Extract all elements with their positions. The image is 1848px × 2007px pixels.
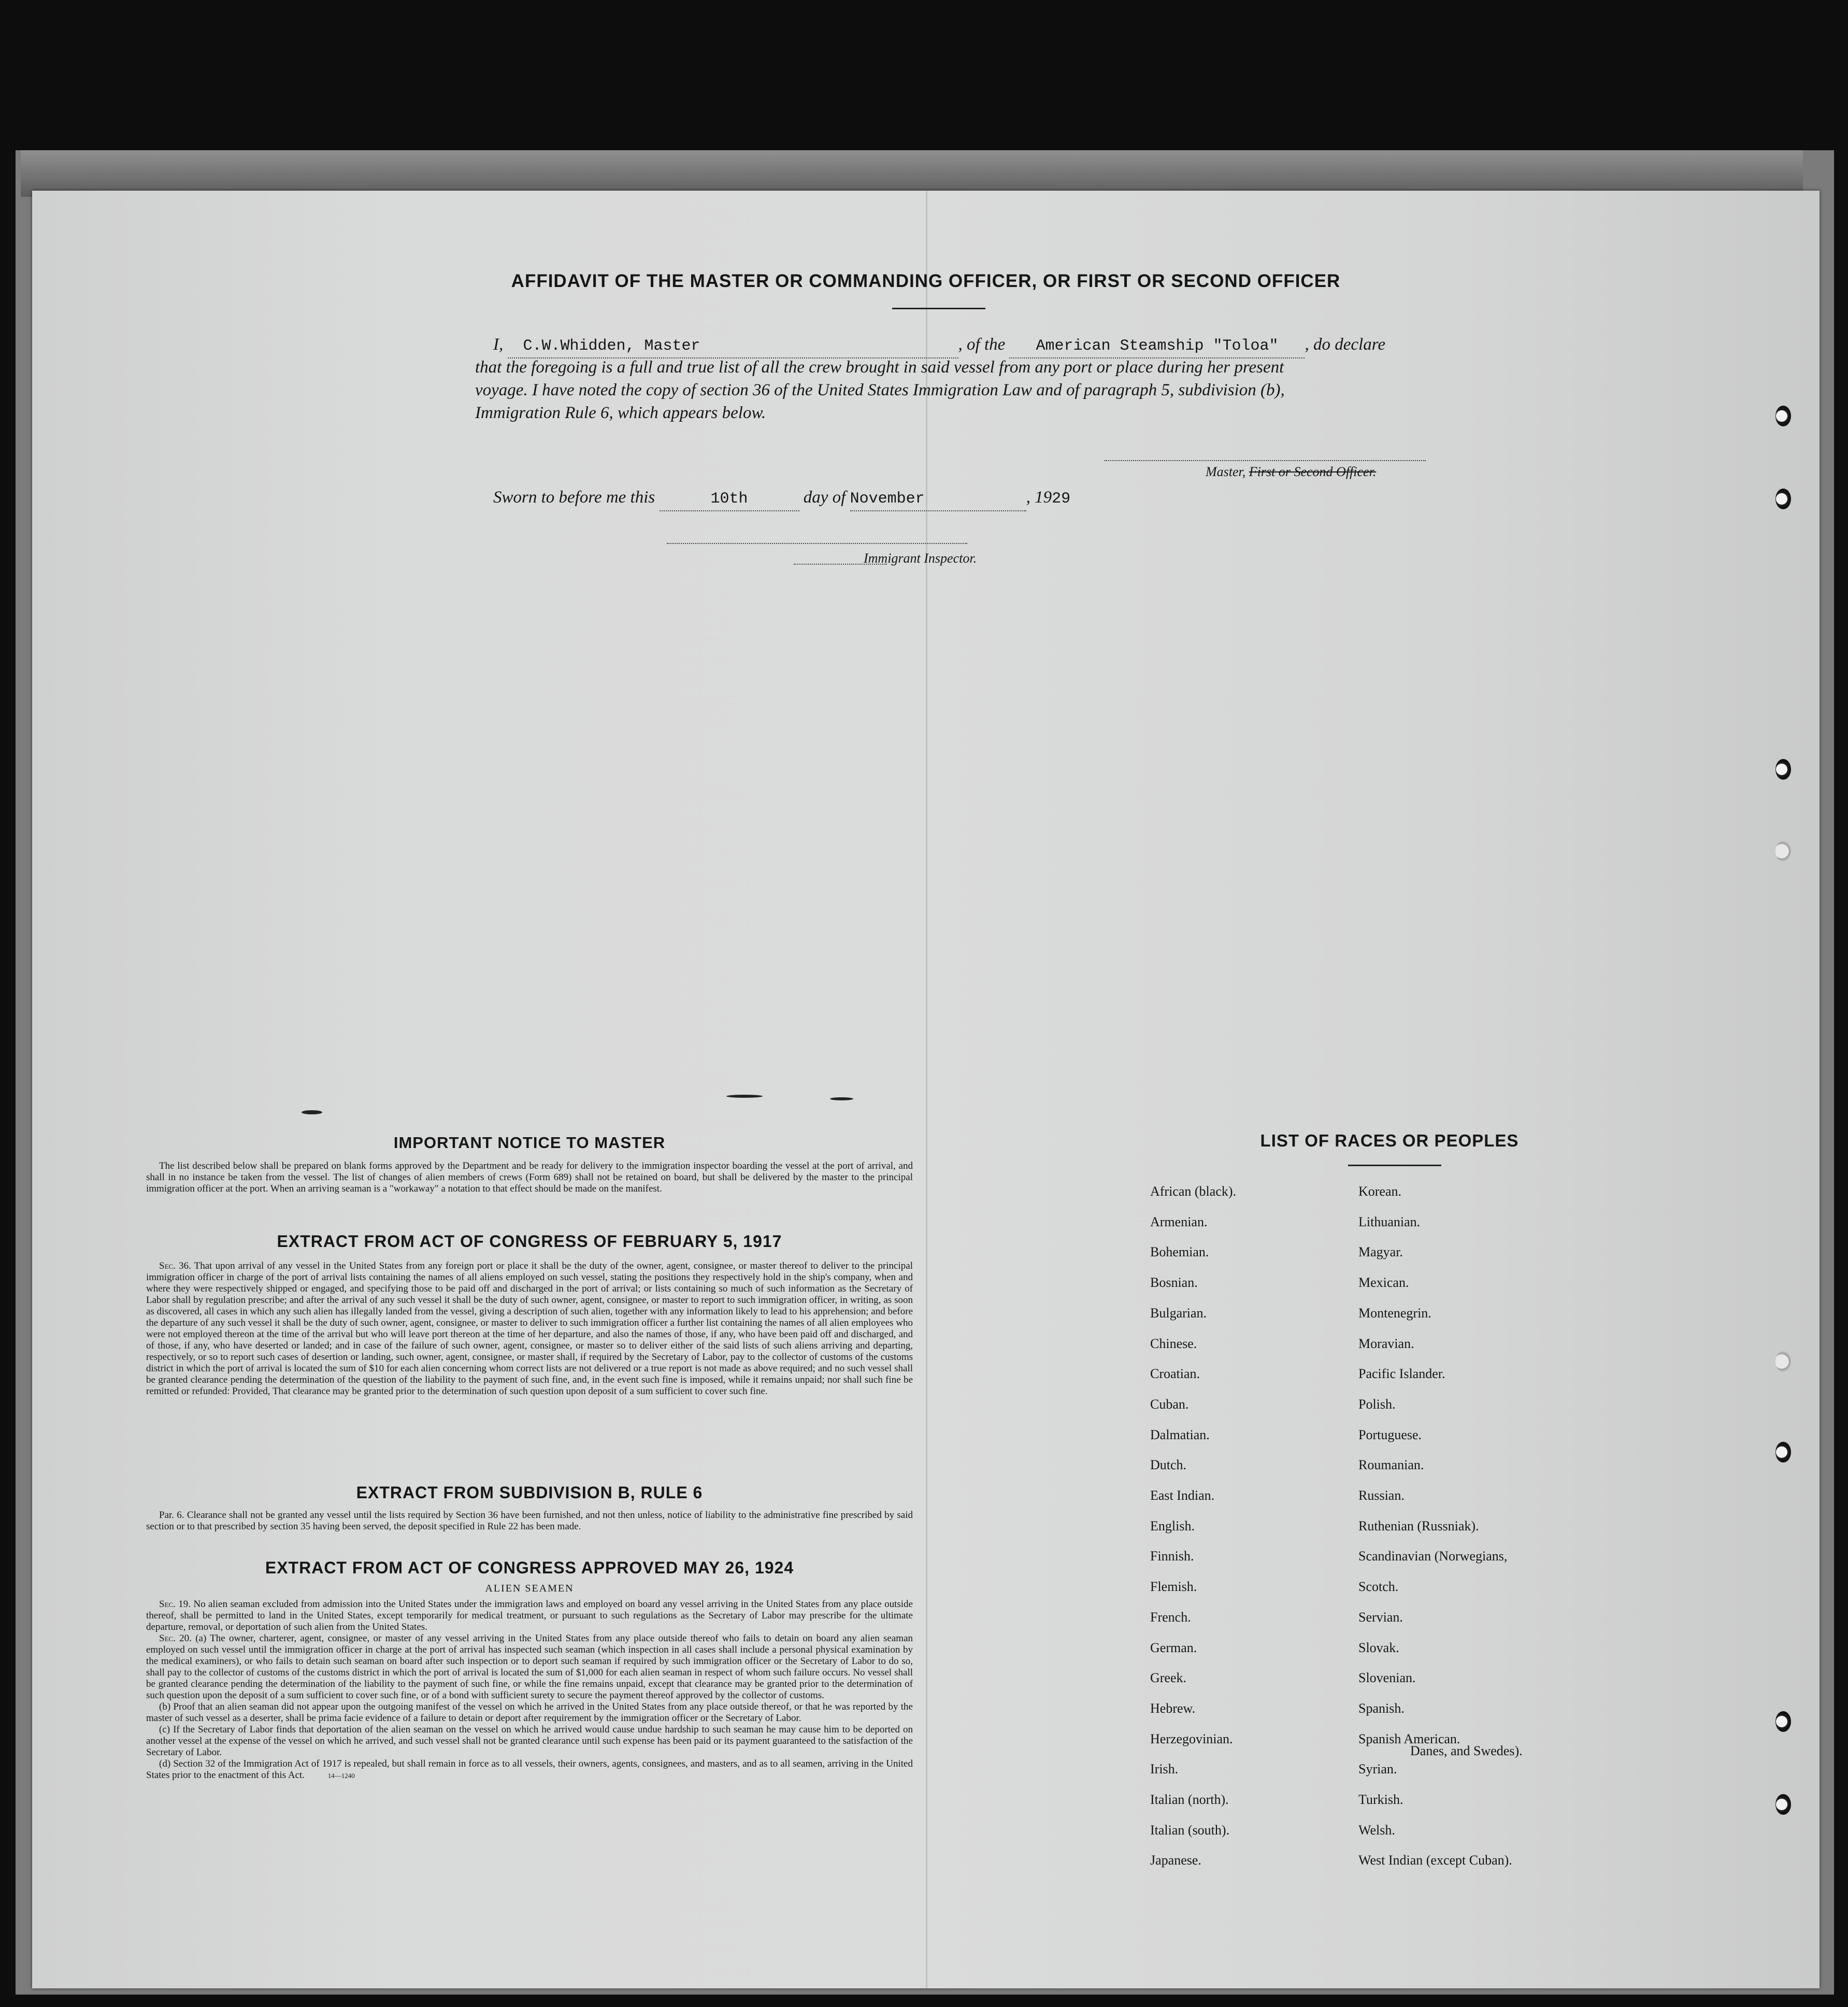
race-item: Bulgarian. <box>1150 1306 1207 1321</box>
binder-hole <box>1775 841 1791 862</box>
race-item: Syrian. <box>1358 1761 1397 1776</box>
inspector-caption: Immigrant Inspector. <box>864 551 977 566</box>
race-item: African (black). <box>1150 1184 1237 1199</box>
extract-rule6-text: Par. 6. Clearance shall not be granted any vessel until the lists required by Section 36 have been furnished, and not then unless, notice of liability to the administrative fine prescribed by said section or to that prescribed by section 35 having been served, the deposit specified in Rule 22 has been made. <box>146 1510 913 1532</box>
scan-mark <box>830 1097 853 1100</box>
caption-struck-officer: First or Second Officer. <box>1249 464 1377 479</box>
race-item: Spanish American. <box>1358 1731 1460 1746</box>
race-item: Armenian. <box>1150 1214 1208 1229</box>
sec19-label: Sec. 19. <box>159 1599 191 1610</box>
scan-mark <box>302 1110 322 1114</box>
race-item: Korean. <box>1358 1184 1402 1199</box>
race-item: Welsh. <box>1358 1823 1395 1838</box>
race-continuation: Danes, and Swedes). <box>1410 1743 1523 1758</box>
sworn-line <box>493 486 1167 511</box>
notice-section <box>146 1134 913 1195</box>
page-fold <box>926 191 927 1988</box>
sec36-text: That upon arrival of any vessel in the United States from any foreign port or place it shall be the duty of the owner, agent, consignee, or master thereof to deliver to the principal immigration officer in charge of the port of arrival lists containing the names of all aliens employed on such vessel, stating the positions they respectively hold in the ship's company, when and where they were respectively shipped or engaged, and specifying those to be paid off and discharged in the port of arrival; or lists containing so much of such information as the Secretary of Labor shall by regulation prescribe; and after the arrival of any such vessel it shall be the duty of such owner, agent, consignee, or master to report to such immigration officer, in writing, as soon as discovered, all cases in which any such alien has illegally landed from the vessel, giving a description of such alien, together with any information likely to lead to his apprehension; and before the departure of any such vessel it shall be the duty of such owner, agent, consignee, or master to deliver to such immigration officer a further list containing the names of all alien employees who were not employed thereon at the time of the arrival but who will leave port thereon at the time of her departure, and also the names of those, if any, who have been paid off and discharged, and of those, if any, who have deserted or landed; and in case of the failure of such owner, agent, consignee, or master so to deliver either of the said lists of such aliens arriving and departing, respectively, or so to report such cases of desertion or landing, such owner, agent, consignee, or master shall, if required by the Secretary of Labor, pay to the collector of customs of the customs district in which the port of arrival is located the sum of $10 for each alien concerning whom correct lists are not delivered or a true report is not made as above required; and no such vessel shall be granted clearance pending the determination of the question of the liability to the payment of such fine, and, in the event such fine is imposed, while it remains unpaid; nor shall such fine be remitted or refunded: Provided, That clearance may be granted prior to the determination of such question upon deposit of a sum sufficient to cover such fine. <box>146 1260 913 1397</box>
document-page <box>32 191 1820 1988</box>
binder-hole <box>1775 1794 1791 1815</box>
race-item: Bosnian. <box>1150 1275 1198 1290</box>
affidavit-i: I, <box>493 335 504 354</box>
race-item: Cuban. <box>1150 1397 1189 1412</box>
race-item: Dalmatian. <box>1150 1427 1210 1442</box>
race-item: Scotch. <box>1358 1579 1399 1594</box>
sec36-label: Sec. 36. <box>159 1260 191 1271</box>
race-item: Flemish. <box>1150 1579 1197 1594</box>
race-item: German. <box>1150 1640 1197 1655</box>
race-item: Slovak. <box>1358 1640 1399 1655</box>
sec20b-text: (b) Proof that an alien seaman did not appear upon the outgoing manifest of the vessel on which he arrived in the United States from any place outside thereof, or that he was reported by the master of such vessel as a deserter, shall be prima facie evidence of a failure to detain or deport after requirement by the immigration officer or the Secretary of Labor. <box>146 1701 913 1724</box>
race-item: Croatian. <box>1150 1366 1200 1381</box>
sworn-day-field: 10th <box>660 488 799 511</box>
sec20d-body: (d) Section 32 of the Immigration Act of 1917 is repealed, but shall remain in force as to all vessels, their owners, agents, consignees, and masters, and as to all seamen, arriving in the United States prior to the enactment of this Act. <box>146 1758 913 1781</box>
race-item: Portuguese. <box>1358 1427 1422 1442</box>
race-item: English. <box>1150 1518 1195 1533</box>
race-item: Dutch. <box>1150 1457 1187 1472</box>
master-signature-line <box>1105 460 1426 461</box>
inspector-signature-line-1 <box>667 543 967 544</box>
extract-rule6-title: EXTRACT FROM SUBDIVISION B, RULE 6 <box>356 1483 703 1502</box>
affidavit-line-4: Immigration Rule 6, which appears below. <box>475 404 766 422</box>
race-item: Italian (south). <box>1150 1823 1230 1838</box>
binder-hole <box>1775 759 1791 780</box>
affidavit-line-2: that the foregoing is a full and true list of all the crew brought in said vessel from any port or place during her present <box>475 358 1284 377</box>
sec19-body: No alien seaman excluded from admission into the United States under the immigration laws and employed on board any vessel arriving in the United States from any place outside thereof, shall be permitted to land in the United States, except temporarily for medical treatment, or pursuant to such regulations as the Secretary of Labor may prescribe for the ultimate departure, removal, or deportation of such alien from the United States. <box>146 1599 913 1632</box>
title-rule <box>892 308 985 309</box>
affidavit-title: AFFIDAVIT OF THE MASTER OR COMMANDING OFFICER, OR FIRST OR SECOND OFFICER <box>511 271 1341 291</box>
race-item: Mexican. <box>1358 1275 1409 1290</box>
race-item: Moravian. <box>1358 1336 1414 1351</box>
sec20d-text <box>146 1758 913 1782</box>
extract-1917-title: EXTRACT FROM ACT OF CONGRESS OF FEBRUARY 5, 1917 <box>277 1232 782 1251</box>
race-item: Chinese. <box>1150 1336 1197 1351</box>
race-item: Spanish. <box>1358 1701 1405 1716</box>
race-item: Slovenian. <box>1358 1670 1416 1685</box>
binder-hole <box>1775 1711 1791 1732</box>
caption-master: Master, <box>1206 464 1246 479</box>
race-item: East Indian. <box>1150 1488 1215 1503</box>
extract-1917-section <box>146 1232 913 1397</box>
races-title-rule <box>1348 1165 1441 1166</box>
sec20-label: Sec. 20. <box>159 1633 192 1644</box>
vessel-name-field: American Steamship "Toloa" <box>1009 335 1305 359</box>
race-item: Servian. <box>1358 1610 1403 1625</box>
back-sheet-edge <box>21 150 1803 197</box>
sec20a-text <box>146 1633 913 1701</box>
race-item: Turkish. <box>1358 1792 1403 1807</box>
signature-caption <box>1206 464 1376 480</box>
race-item: West Indian (except Cuban). <box>1358 1853 1512 1868</box>
sec20c-text: (c) If the Secretary of Labor finds that deportation of the alien seaman on the vessel on which he arrived would cause undue hardship to such seaman he may cause him to be deported on another vessel at the expense of the vessel on which he arrived, and such vessel shall not be granted clearance until such expense has been paid or its payment guaranteed to the satisfaction of the Secretary of Labor. <box>146 1724 913 1758</box>
affidavit-do-declare: , do declare <box>1305 335 1385 354</box>
affidavit-line-1 <box>493 333 1483 359</box>
race-item: Herzegovinian. <box>1150 1731 1233 1746</box>
sec20a-body: (a) The owner, charterer, agent, consignee, or master of any vessel arriving in the United States from any place outside thereof who fails to detain on board any alien seaman employed on such vessel until the immigration officer in charge at the port of arrival has inspected such seaman (which inspection in all cases shall include a personal physical examination by the medical examiners), or who fails to detain such seaman on board after such inspection or to deport such seaman if required by such immigration officer or the Secretary of Labor to do so, shall pay to the collector of customs of the customs district in which the port of arrival is located the sum of $1,000 for each alien seaman in respect of whom such failure occurs. No vessel shall be granted clearance pending the determination of the liability to the payment of such fine, or while the fine remains unpaid, except that clearance may be granted prior to the determination of such question upon the deposit of a sum sufficient to cover such fine, or of a bond with sufficient surety to secure the payment thereof approved by the collector of customs. <box>146 1633 913 1701</box>
binder-hole <box>1775 1442 1791 1463</box>
binder-hole <box>1775 489 1791 509</box>
sworn-year-field: 29 <box>1052 490 1071 508</box>
race-item: Magyar. <box>1358 1244 1403 1259</box>
race-item: Greek. <box>1150 1670 1187 1685</box>
extract-1917-text <box>146 1260 913 1397</box>
binder-hole <box>1775 406 1791 426</box>
race-item: Russian. <box>1358 1488 1405 1503</box>
sworn-year-prefix: , 19 <box>1026 488 1052 507</box>
race-item: Irish. <box>1150 1761 1179 1776</box>
race-item: French. <box>1150 1610 1191 1625</box>
race-item: Pacific Islander. <box>1358 1366 1445 1381</box>
sec19-text <box>146 1599 913 1633</box>
race-item: Hebrew. <box>1150 1701 1196 1716</box>
races-title: LIST OF RACES OR PEOPLES <box>1260 1131 1519 1150</box>
race-item: Scandinavian (Norwegians, <box>1358 1549 1508 1564</box>
extract-rule6-section <box>146 1483 913 1532</box>
scan-mark <box>726 1095 763 1098</box>
sworn-day-of: day of <box>803 488 846 507</box>
alien-seamen-subtitle: ALIEN SEAMEN <box>485 1583 574 1594</box>
form-number: 14—1240 <box>327 1772 355 1780</box>
race-item: Finnish. <box>1150 1549 1194 1564</box>
race-item: Roumanian. <box>1358 1457 1424 1472</box>
affidavit-of-the: , of the <box>958 335 1006 354</box>
extract-1924-title: EXTRACT FROM ACT OF CONGRESS APPROVED MAY 26, 1924 <box>265 1558 794 1577</box>
master-name-field: C.W.Whidden, Master <box>508 335 958 359</box>
race-item: Japanese. <box>1150 1853 1201 1868</box>
extract-1924-section <box>146 1558 913 1782</box>
affidavit-line-3: voyage. I have noted the copy of section 36 of the United States Immigration Law and of paragraph 5, subdivision (b), <box>475 381 1285 399</box>
race-item: Polish. <box>1358 1397 1396 1412</box>
notice-title: IMPORTANT NOTICE TO MASTER <box>393 1134 666 1152</box>
notice-text: The list described below shall be prepared on blank forms approved by the Department and be ready for delivery to the immigration inspector boarding the vessel at the port of arrival, and shall in no instance be taken from the vessel. The list of changes of alien members of crews (Form 689) shall not be retained on board, but shall be delivered by the master to the principal immigration officer at the port. When an arriving seaman is a "workaway" a notation to that effect should be made on the manifest. <box>146 1160 913 1194</box>
binder-hole <box>1775 1351 1791 1372</box>
sworn-month-field: November <box>850 488 1026 511</box>
sworn-prefix: Sworn to before me this <box>493 488 655 507</box>
race-item: Ruthenian (Russniak). <box>1358 1518 1479 1533</box>
race-item: Italian (north). <box>1150 1792 1229 1807</box>
race-item: Lithuanian. <box>1358 1214 1421 1229</box>
race-item: Montenegrin. <box>1358 1306 1431 1321</box>
race-item: Bohemian. <box>1150 1244 1209 1259</box>
